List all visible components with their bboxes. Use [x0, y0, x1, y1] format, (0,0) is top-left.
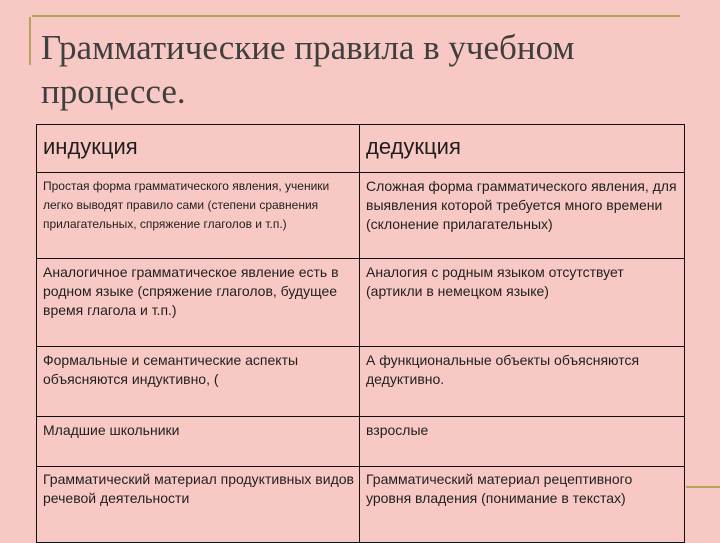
induction-cell: [37, 417, 360, 467]
induction-cell: [37, 467, 360, 543]
induction-text: Грамматический материал продуктивных видов речевой деятельности: [43, 471, 354, 506]
deduction-text: взрослые: [366, 422, 429, 438]
deduction-text: А функциональные объекты объясняются дедуктивно.: [366, 352, 640, 387]
induction-text: Аналогичное грамматическое явление есть в родном языке (спряжение глаголов, будущее время глагола и т.п.): [43, 264, 339, 318]
decorative-right-line: [686, 486, 720, 488]
decorative-left-line: [29, 17, 31, 65]
table-header-row: [37, 125, 685, 173]
induction-text: Младшие школьники: [43, 422, 180, 438]
deduction-text: Грамматический материал рецептивного уровня владения (понимание в текстах): [366, 471, 633, 506]
table-row: [37, 347, 685, 417]
table-row: [37, 417, 685, 467]
deduction-cell: [360, 347, 685, 417]
deduction-cell: [360, 259, 685, 347]
deduction-cell: [360, 467, 685, 543]
deduction-text: Аналогия с родным языком отсутствует (артикли в немецком языке): [366, 264, 624, 299]
deduction-text: Сложная форма грамматического явления, для выявления которой требуется много времени (склонение прилагательных): [366, 178, 677, 232]
induction-cell: [37, 173, 360, 259]
table-row: [37, 173, 685, 259]
induction-text: Простая форма грамматического явления, ученики легко выводят правило сами (степени сравнения прилагательных, спряжение глаголов и т.п.): [43, 179, 330, 231]
induction-deduction-table: [36, 124, 685, 543]
induction-cell: [37, 259, 360, 347]
table-row: [37, 259, 685, 347]
decorative-top-line: [32, 15, 680, 17]
deduction-cell: [360, 417, 685, 467]
induction-cell: [37, 347, 360, 417]
deduction-cell: [360, 173, 685, 259]
induction-text: Формальные и семантические аспекты объясняются индуктивно, (: [43, 352, 299, 387]
header-induction: индукция: [37, 125, 360, 173]
header-deduction: дедукция: [360, 125, 685, 173]
slide-title: Грамматические правила в учебном процессе.: [41, 28, 575, 111]
table-row: [37, 467, 685, 543]
